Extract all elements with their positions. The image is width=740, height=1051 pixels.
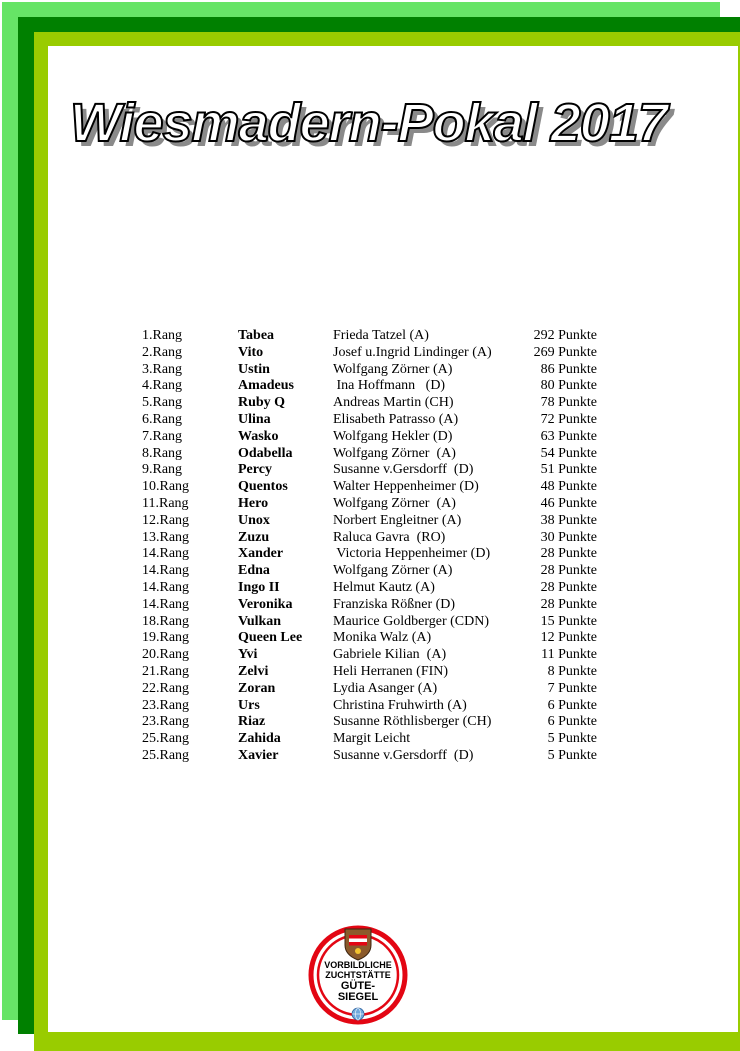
seal-line-3: GÜTE- xyxy=(340,980,376,992)
rank-cell: 1.Rang xyxy=(142,328,183,343)
dog-name-cell: Zahida xyxy=(238,731,281,747)
points-cell: 12 Punkte xyxy=(540,630,597,646)
points-cell: 46 Punkte xyxy=(540,495,597,511)
points-cell: 292 Punkte xyxy=(533,328,597,343)
dog-name-cell: Ruby Q xyxy=(238,395,286,411)
points-cell: 5 Punkte xyxy=(547,747,597,763)
table-row xyxy=(142,496,597,513)
owner-cell: Wolfgang Zörner (A) xyxy=(333,361,453,377)
table-row xyxy=(142,530,597,547)
owner-cell: Susanne v.Gersdorff (D) xyxy=(333,462,474,478)
table-row xyxy=(142,362,597,379)
points-cell: 28 Punkte xyxy=(540,563,597,579)
dog-name-cell: Yvi xyxy=(238,647,258,663)
owner-cell: Josef u.Ingrid Lindinger (A) xyxy=(333,344,492,360)
rank-cell: 14.Rang xyxy=(142,579,190,595)
owner-cell: Wolfgang Zörner (A) xyxy=(333,563,453,579)
dog-name-cell: Xander xyxy=(238,546,284,562)
seal-line-4: SIEGEL xyxy=(337,991,379,1003)
owner-cell: Susanne Röthlisberger (CH) xyxy=(333,714,492,730)
owner-cell: Gabriele Kilian (A) xyxy=(333,647,447,663)
ranking-body xyxy=(142,328,597,765)
points-cell: 11 Punkte xyxy=(541,647,597,663)
owner-cell: Norbert Engleitner (A) xyxy=(333,512,462,528)
owner-cell: Wolfgang Zörner (A) xyxy=(333,495,456,511)
table-row xyxy=(142,513,597,530)
points-cell: 5 Punkte xyxy=(547,731,597,747)
table-row xyxy=(142,698,597,715)
owner-cell: Walter Heppenheimer (D) xyxy=(333,479,479,495)
rank-cell: 10.Rang xyxy=(142,479,190,495)
owner-cell: Margit Leicht xyxy=(333,731,411,747)
table-row xyxy=(142,647,597,664)
rank-cell: 6.Rang xyxy=(142,411,183,427)
dog-name-cell: Quentos xyxy=(238,479,288,495)
table-row xyxy=(142,429,597,446)
rank-cell: 19.Rang xyxy=(142,630,190,646)
owner-cell: Raluca Gavra (RO) xyxy=(333,529,446,545)
dog-name-cell: Zoran xyxy=(238,680,276,696)
table-row xyxy=(142,412,597,429)
points-cell: 28 Punkte xyxy=(540,546,597,562)
rank-cell: 13.Rang xyxy=(142,529,190,545)
owner-cell: Ina Hoffmann (D) xyxy=(333,378,446,394)
table-row xyxy=(142,378,597,395)
table-row xyxy=(142,664,597,681)
owner-cell: Maurice Goldberger (CDN) xyxy=(333,613,490,629)
table-row xyxy=(142,563,597,580)
dog-name-cell: Zuzu xyxy=(238,529,270,545)
dog-name-cell: Amadeus xyxy=(238,378,295,394)
seal-line-1: VORBILDLICHE xyxy=(324,960,392,970)
dog-name-cell: Unox xyxy=(238,512,270,528)
points-cell: 63 Punkte xyxy=(540,428,597,444)
owner-cell: Victoria Heppenheimer (D) xyxy=(333,546,491,562)
rank-cell: 18.Rang xyxy=(142,613,190,629)
dog-name-cell: Wasko xyxy=(238,428,279,444)
table-row xyxy=(142,597,597,614)
rank-cell: 12.Rang xyxy=(142,512,190,528)
rank-cell: 14.Rang xyxy=(142,563,190,579)
rank-cell: 23.Rang xyxy=(142,714,190,730)
points-cell: 51 Punkte xyxy=(540,462,597,478)
points-cell: 54 Punkte xyxy=(540,445,597,461)
table-row xyxy=(142,714,597,731)
dog-name-cell: Edna xyxy=(238,563,270,579)
points-cell: 48 Punkte xyxy=(540,479,597,495)
table-row xyxy=(142,446,597,463)
points-cell: 7 Punkte xyxy=(547,680,597,696)
rank-cell: 25.Rang xyxy=(142,731,190,747)
dog-name-cell: Vito xyxy=(238,344,264,360)
owner-cell: Monika Walz (A) xyxy=(333,630,432,646)
rank-cell: 8.Rang xyxy=(142,445,183,461)
dog-name-cell: Ingo II xyxy=(238,579,280,595)
rank-cell: 4.Rang xyxy=(142,378,183,394)
rank-cell: 2.Rang xyxy=(142,344,183,360)
dog-name-cell: Riaz xyxy=(238,714,266,730)
dog-name-cell: Urs xyxy=(238,697,260,713)
dog-name-cell: Ustin xyxy=(238,361,270,377)
dog-name-cell: Tabea xyxy=(238,328,275,343)
rank-cell: 7.Rang xyxy=(142,428,183,444)
quality-seal xyxy=(308,925,408,1025)
owner-cell: Franziska Rößner (D) xyxy=(333,596,456,612)
points-cell: 15 Punkte xyxy=(540,613,597,629)
table-row xyxy=(142,395,597,412)
rank-cell: 14.Rang xyxy=(142,596,190,612)
table-row xyxy=(142,462,597,479)
rank-cell: 11.Rang xyxy=(142,495,189,511)
points-cell: 80 Punkte xyxy=(540,378,597,394)
rank-cell: 5.Rang xyxy=(142,395,183,411)
owner-cell: Wolfgang Hekler (D) xyxy=(333,428,453,444)
points-cell: 6 Punkte xyxy=(547,697,597,713)
owner-cell: Wolfgang Zörner (A) xyxy=(333,445,456,461)
table-row xyxy=(142,630,597,647)
dog-name-cell: Queen Lee xyxy=(238,630,303,646)
points-cell: 6 Punkte xyxy=(547,714,597,730)
points-cell: 30 Punkte xyxy=(540,529,597,545)
owner-cell: Lydia Asanger (A) xyxy=(333,680,438,696)
owner-cell: Susanne v.Gersdorff (D) xyxy=(333,747,474,763)
page-title: Wiesmadern-Pokal 2017 xyxy=(70,93,667,153)
rank-cell: 9.Rang xyxy=(142,462,183,478)
rank-cell: 22.Rang xyxy=(142,680,190,696)
globe-icon xyxy=(352,1008,364,1020)
ranking-table xyxy=(142,328,597,765)
rank-cell: 20.Rang xyxy=(142,647,190,663)
table-row xyxy=(142,681,597,698)
points-cell: 28 Punkte xyxy=(540,596,597,612)
rank-cell: 3.Rang xyxy=(142,361,183,377)
table-row xyxy=(142,546,597,563)
table-row xyxy=(142,580,597,597)
owner-cell: Christina Fruhwirth (A) xyxy=(333,697,467,713)
points-cell: 28 Punkte xyxy=(540,579,597,595)
owner-cell: Andreas Martin (CH) xyxy=(333,395,454,411)
table-row xyxy=(142,748,597,765)
points-cell: 38 Punkte xyxy=(540,512,597,528)
seal-line-2: ZUCHTSTÄTTE xyxy=(325,970,391,980)
owner-cell: Elisabeth Patrasso (A) xyxy=(333,411,459,427)
dog-name-cell: Zelvi xyxy=(238,663,269,679)
dog-name-cell: Veronika xyxy=(238,596,293,612)
dog-name-cell: Odabella xyxy=(238,445,293,461)
rank-cell: 14.Rang xyxy=(142,546,190,562)
rank-cell: 21.Rang xyxy=(142,663,190,679)
dog-name-cell: Ulina xyxy=(238,411,271,427)
owner-cell: Helmut Kautz (A) xyxy=(333,579,435,595)
dog-name-cell: Percy xyxy=(238,462,272,478)
rank-cell: 25.Rang xyxy=(142,747,190,763)
dog-name-cell: Vulkan xyxy=(238,613,282,629)
table-row xyxy=(142,345,597,362)
owner-cell: Frieda Tatzel (A) xyxy=(333,328,429,343)
owner-cell: Heli Herranen (FIN) xyxy=(333,663,449,679)
points-cell: 86 Punkte xyxy=(540,361,597,377)
points-cell: 78 Punkte xyxy=(540,395,597,411)
points-cell: 269 Punkte xyxy=(533,344,597,360)
points-cell: 8 Punkte xyxy=(547,663,597,679)
dog-name-cell: Hero xyxy=(238,495,269,511)
table-row xyxy=(142,479,597,496)
table-row xyxy=(142,731,597,748)
dog-name-cell: Xavier xyxy=(238,747,279,763)
table-row xyxy=(142,614,597,631)
table-row xyxy=(142,328,597,345)
points-cell: 72 Punkte xyxy=(540,411,597,427)
rank-cell: 23.Rang xyxy=(142,697,190,713)
